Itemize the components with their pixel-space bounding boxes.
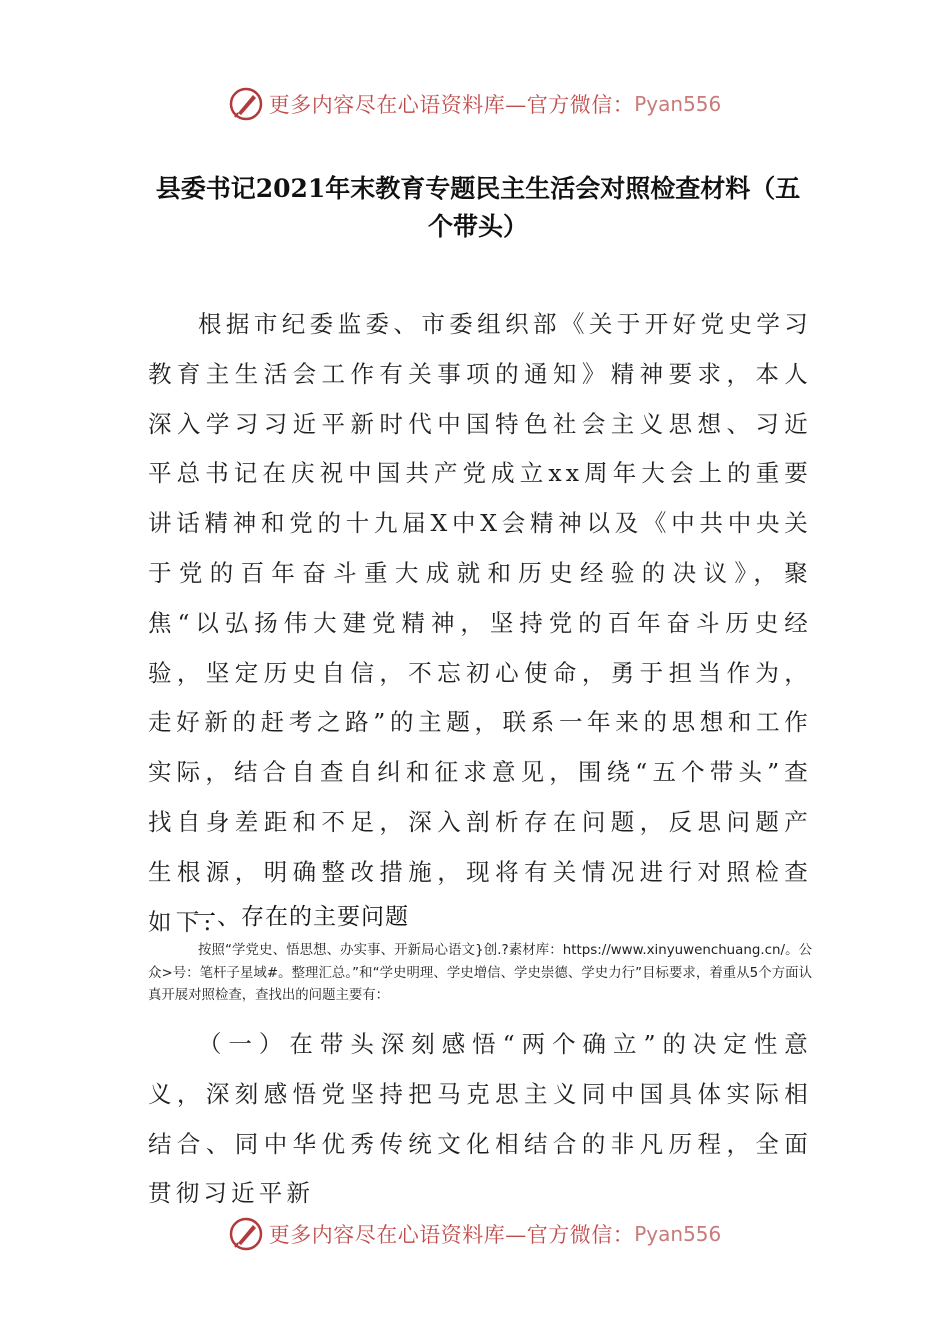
banner-text: 更多内容尽在心语资料库—官方微信：	[268, 93, 635, 117]
banner-wechat-id: Pyan556	[634, 1222, 722, 1246]
footer-watermark-banner	[0, 1212, 950, 1256]
section-note-paragraph: 按照“学党史、悟思想、办实事、开新局心语文}创.?素材库：https://www.xinyuwenchuang.cn/。公众>号：笔杆子星域#。整理汇总。”和“学史明理、学史增信、学史崇德、学史力行”目标要求，着重从5个方面认真开展对照检查，查找出的问题主要有：	[148, 943, 812, 1003]
quill-logo-icon	[229, 1217, 263, 1251]
banner-wechat-id: Pyan556	[634, 92, 722, 116]
document-title: 县委书记2021年末教育专题民主生活会对照检查材料（五个带头）	[155, 174, 801, 241]
banner-text: 更多内容尽在心语资料库—官方微信：	[268, 1223, 635, 1247]
quill-logo-icon	[229, 87, 263, 121]
subsection-paragraph: （一）在带头深刻感悟“两个确立”的决定性意义，深刻感悟党坚持把马克思主义同中国具体实际相结合、同中华优秀传统文化相结合的非凡历程，全面贯彻习近平新	[148, 1030, 812, 1208]
section-heading: 一、存在的主要问题	[193, 904, 409, 930]
header-watermark-banner	[0, 82, 950, 126]
intro-paragraph: 根据市纪委监委、市委组织部《关于开好党史学习教育主生活会工作有关事项的通知》精神要求，本人深入学习习近平新时代中国特色社会主义思想、习近平总书记在庆祝中国共产党成立xx周年大会上的重要讲话精神和党的十九届X中X会精神以及《中共中央关于党的百年奋斗重大成就和历史经验的决议》，聚焦“以弘扬伟大建党精神，坚持党的百年奋斗历史经验，坚定历史自信，不忘初心使命，勇于担当作为，走好新的赶考之路”的主题，联系一年来的思想和工作实际，结合自查自纠和征求意见，围绕“五个带头”查找自身差距和不足，深入剖析存在问题，反思问题产生根源，明确整改措施，现将有关情况进行对照检查如下:	[148, 310, 812, 936]
